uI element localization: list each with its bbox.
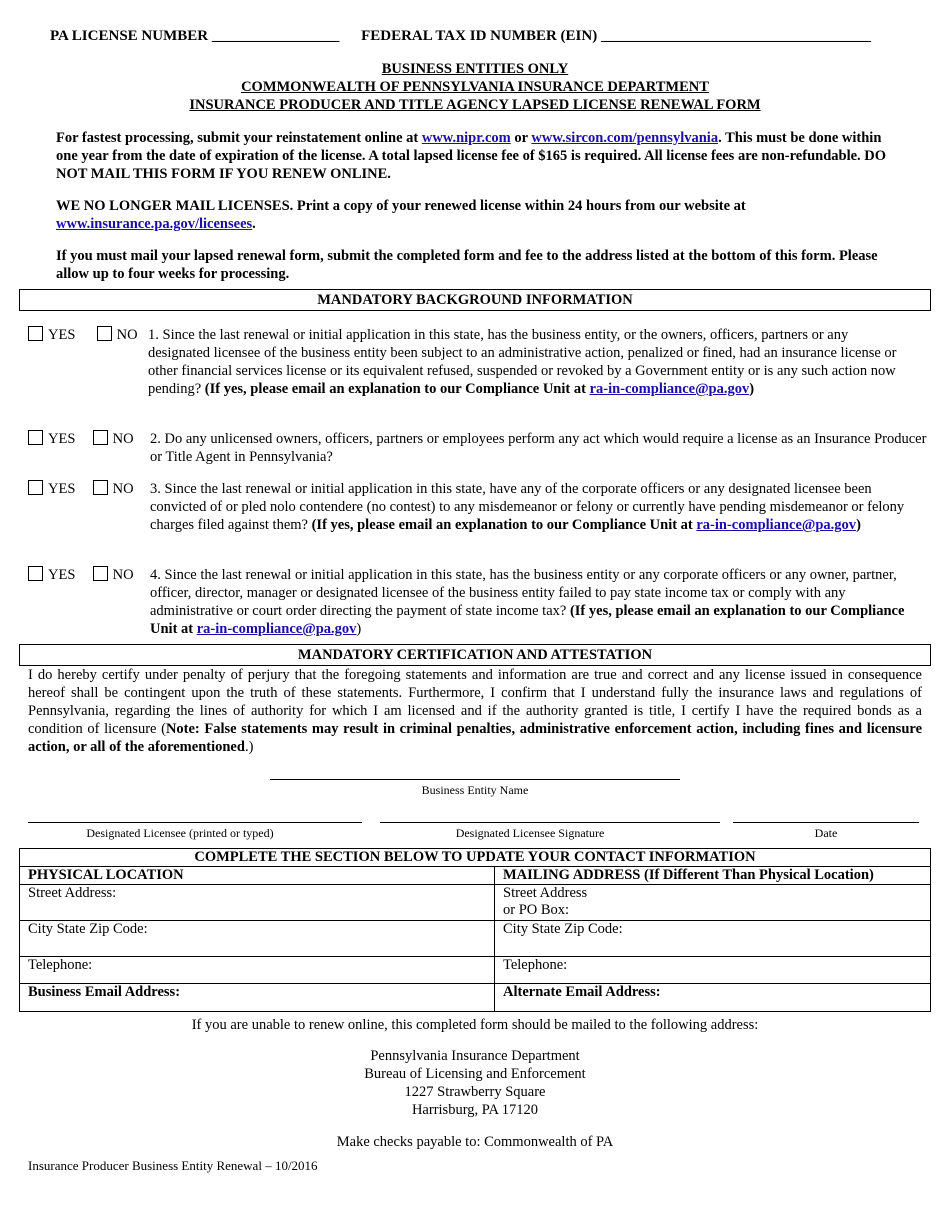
yes-checkbox[interactable]	[28, 430, 43, 445]
certification-heading: MANDATORY CERTIFICATION AND ATTESTATION	[19, 644, 931, 666]
certification-text: I do hereby certify under penalty of perjury that the foregoing statements and information are true and correct and any license issued in consequence hereof shall be contingent upon the truth of these statements. Furthermore, I confirm that I understand fully the insurance laws and regulations of Pennsylvania, regarding the lines of authority for which I am licensed and if the authority granted is title, I certify I have the required bonds as a condition of licensure (Note: False statements may result in criminal penalties, administrative enforcement action, including fines and licensure action, or all of the aforementioned.)	[28, 667, 923, 755]
date-label: Date	[814, 826, 838, 840]
question-1-body: 1. Since the last renewal or initial application in this state, has the business entity, or the owners, officers, partners or any designated licensee of the business entity been subject to an administrative action, penalized or fined, had an insurance license or other financial services license or its equivalent refused, suspended or revoked by a Government entity or is any such action now pending? (If yes, please email an explanation to our Compliance Unit at ra-in-compliance@pa.gov)	[148, 327, 897, 397]
address-line-3: 1227 Strawberry Square	[404, 1084, 546, 1100]
background-heading: MANDATORY BACKGROUND INFORMATION	[19, 289, 931, 311]
compliance-email-link[interactable]: ra-in-compliance@pa.gov	[196, 621, 357, 637]
mailing-instruction: If you are unable to renew online, this completed form should be mailed to the following address:	[191, 1017, 759, 1033]
entity-name-line[interactable]	[270, 779, 680, 780]
business-email-field[interactable]: Business Email Address:	[20, 984, 495, 1012]
question-3-choice: YES NO	[28, 480, 134, 498]
licensees-link[interactable]: www.insurance.pa.gov/licensees	[56, 216, 253, 232]
question-2-choice: YES NO	[28, 430, 134, 448]
no-checkbox[interactable]	[97, 326, 112, 341]
mailing-telephone-field[interactable]: Telephone:	[495, 957, 931, 984]
physical-location-heading: PHYSICAL LOCATION	[20, 867, 495, 885]
compliance-email-link[interactable]: ra-in-compliance@pa.gov	[589, 381, 750, 397]
physical-street-field[interactable]: Street Address:	[20, 885, 495, 921]
ein-label[interactable]: FEDERAL TAX ID NUMBER (EIN) ____________________________________	[361, 28, 871, 44]
mailing-address-heading: MAILING ADDRESS (If Different Than Physical Location)	[495, 867, 931, 885]
question-4-choice: YES NO	[28, 566, 134, 584]
licensee-printed-label: Designated Licensee (printed or typed)	[86, 826, 274, 840]
question-4-body: 4. Since the last renewal or initial application in this state, has the business entity or any corporate officers or any owner, partner, officer, director, manager or designated licensee of the business entity failed to pay state income tax or comply with any administrative or court order directing the payment of state income tax? (If yes, please email an explanation to our Compliance Unit at ra-in-compliance@pa.gov)	[150, 567, 905, 637]
physical-telephone-field[interactable]: Telephone:	[20, 957, 495, 984]
title-line-2: COMMONWEALTH OF PENNSYLVANIA INSURANCE DEPARTMENT	[241, 79, 709, 95]
mailing-city-field[interactable]: City State Zip Code:	[495, 921, 931, 957]
physical-city-field[interactable]: City State Zip Code:	[20, 921, 495, 957]
yes-checkbox[interactable]	[28, 566, 43, 581]
yes-checkbox[interactable]	[28, 326, 43, 341]
date-line[interactable]	[733, 822, 919, 823]
checks-payable: Make checks payable to: Commonwealth of PA	[336, 1134, 614, 1150]
pa-license-number-label[interactable]: PA LICENSE NUMBER _________________	[50, 28, 340, 44]
question-3-body: 3. Since the last renewal or initial application in this state, have any of the corporate officers or any designated licensee been convicted of or pled nolo contendere (no contest) to any misdemeanor or felony or currently have pending misdemeanor or felony charges filed against them? (If yes, please email an explanation to our Compliance Unit at ra-in-compliance@pa.gov)	[150, 481, 905, 533]
form-footer: Insurance Producer Business Entity Renewal – 10/2016	[28, 1158, 318, 1173]
yes-no-choice: YES NO	[28, 326, 138, 344]
alternate-email-field[interactable]: Alternate Email Address:	[495, 984, 931, 1012]
mailing-address	[0, 1047, 950, 1119]
licensee-signature-line[interactable]	[380, 822, 720, 823]
mailing-street-field[interactable]: Street Address or PO Box:	[495, 885, 931, 921]
address-line-2: Bureau of Licensing and Enforcement	[364, 1066, 586, 1082]
title-line-1: BUSINESS ENTITIES ONLY	[381, 61, 569, 77]
intro-paragraph-2: WE NO LONGER MAIL LICENSES. Print a copy of your renewed license within 24 hours from our website at www.insurance.pa.gov/licensees.	[56, 198, 746, 232]
entity-name-label: Business Entity Name	[421, 783, 529, 797]
no-checkbox[interactable]	[93, 480, 108, 495]
address-line-1: Pennsylvania Insurance Department	[370, 1048, 580, 1064]
no-checkbox[interactable]	[93, 430, 108, 445]
licensee-signature-label: Designated Licensee Signature	[455, 826, 605, 840]
contact-table	[19, 848, 931, 1012]
intro-paragraph-1: For fastest processing, submit your reinstatement online at www.nipr.com or www.sircon.com/pennsylvania. This must be done within one year from the date of expiration of the license. A total lapsed license fee of $165 is required. All license fees are non-refundable. DO NOT MAIL THIS FORM IF YOU RENEW ONLINE.	[56, 130, 887, 182]
form-title	[0, 60, 950, 114]
address-line-4: Harrisburg, PA 17120	[411, 1102, 539, 1118]
question-2-body: 2. Do any unlicensed owners, officers, partners or employees perform any act which would require a license as an Insurance Producer or Title Agent in Pennsylvania?	[150, 431, 927, 465]
no-checkbox[interactable]	[93, 566, 108, 581]
sircon-link[interactable]: www.sircon.com/pennsylvania	[531, 130, 719, 146]
header-line	[50, 28, 871, 45]
yes-checkbox[interactable]	[28, 480, 43, 495]
title-line-3: INSURANCE PRODUCER AND TITLE AGENCY LAPSED LICENSE RENEWAL FORM	[189, 97, 761, 113]
intro-paragraph-3: If you must mail your lapsed renewal form, submit the completed form and fee to the address listed at the bottom of this form. Please allow up to four weeks for processing.	[56, 248, 878, 282]
compliance-email-link[interactable]: ra-in-compliance@pa.gov	[696, 517, 857, 533]
nipr-link[interactable]: www.nipr.com	[421, 130, 511, 146]
contact-heading: COMPLETE THE SECTION BELOW TO UPDATE YOUR CONTACT INFORMATION	[20, 849, 931, 867]
licensee-printed-line[interactable]	[28, 822, 362, 823]
